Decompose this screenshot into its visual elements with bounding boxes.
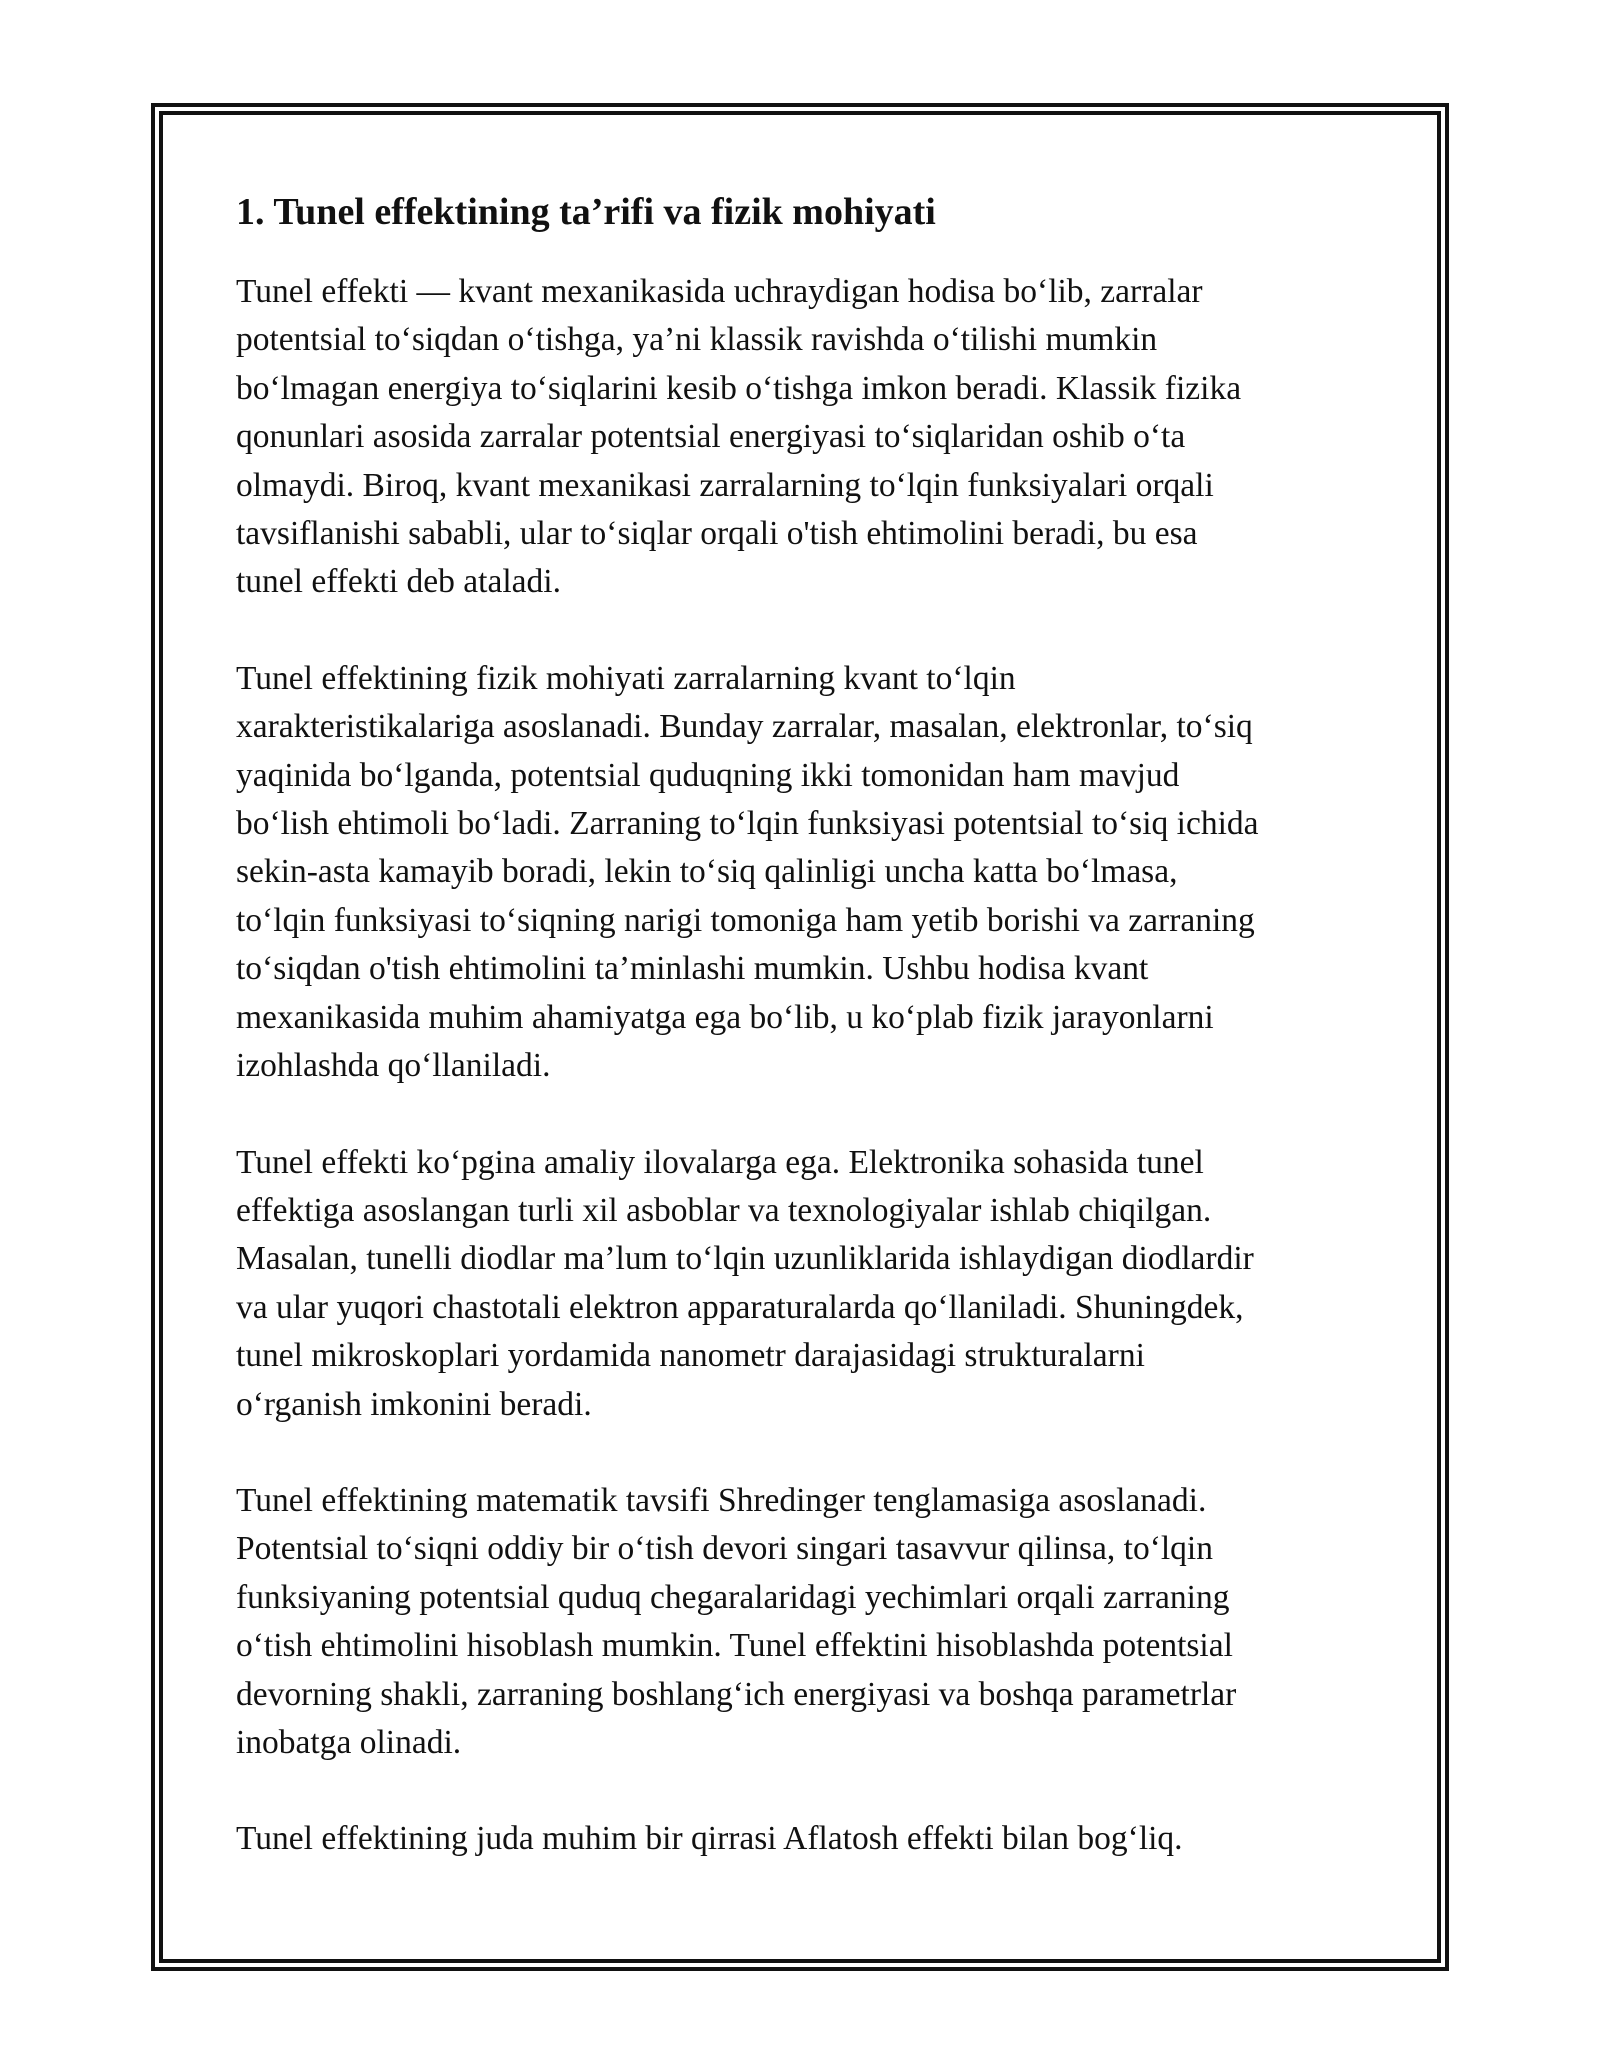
text-line: Masalan, tunelli diodlar ma’lum to‘lqin uzunliklarida ishlaydigan diodlardir (236, 1240, 1254, 1278)
text-line: Tunel effektining fizik mohiyati zarralarning kvant to‘lqin (236, 659, 1016, 697)
text-line: bo‘lmagan energiya to‘siqlarini kesib o‘tishga imkon beradi. Klassik fizika (236, 369, 1242, 407)
text-line: tunel effekti deb ataladi. (236, 563, 561, 601)
text-line: Tunel effekti — kvant mexanikasida uchraydigan hodisa bo‘lib, zarralar (236, 273, 1203, 310)
document-body (236, 186, 1366, 1912)
paragraph-3 (236, 1139, 1366, 1429)
paragraph-1 (236, 268, 1366, 607)
text-line: va ular yuqori chastotali elektron apparaturalarda qo‘llaniladi. Shuningdek, (236, 1288, 1244, 1326)
text-line: o‘rganish imkonini beradi. (236, 1385, 592, 1423)
text-line: yaqinida bo‘lganda, potentsial quduqning ikki tomonidan ham mavjud (236, 756, 1180, 794)
text-line: Tunel effektining matematik tavsifi Shredinger tenglamasiga asoslanadi. (236, 1481, 1207, 1519)
text-line: to‘lqin funksiyasi to‘siqning narigi tomoniga ham yetib borishi va zarraning (236, 901, 1255, 939)
paragraph-5 (236, 1815, 1366, 1863)
text-line: inobatga olinadi. (236, 1723, 462, 1761)
section-heading: 1. Tunel effektining ta’rifi va fizik mohiyati (236, 191, 936, 233)
text-line: olmaydi. Biroq, kvant mexanikasi zarralarning to‘lqin funksiyalari orqali (236, 466, 1214, 504)
text-line: to‘siqdan o'tish ehtimolini ta’minlashi mumkin. Ushbu hodisa kvant (236, 950, 1149, 988)
text-line: bo‘lish ehtimoli bo‘ladi. Zarraning to‘lqin funksiyasi potentsial to‘siq ichida (236, 805, 1259, 843)
text-line: xarakteristikalariga asoslanadi. Bunday zarralar, masalan, elektronlar, to‘siq (236, 708, 1253, 746)
text-line: mexanikasida muhim ahamiyatga ega bo‘lib, u ko‘plab fizik jarayonlarni (236, 998, 1214, 1036)
text-line: tunel mikroskoplari yordamida nanometr darajasidagi strukturalarni (236, 1337, 1145, 1375)
text-line: o‘tish ehtimolini hisoblash mumkin. Tunel effektini hisoblashda potentsial (236, 1627, 1233, 1665)
text-line: effektiga asoslangan turli xil asboblar va texnologiyalar ishlab chiqilgan. (236, 1191, 1212, 1229)
text-line: devorning shakli, zarraning boshlang‘ich energiyasi va boshqa parametrlar (236, 1675, 1237, 1713)
text-line: sekin-asta kamayib boradi, lekin to‘siq qalinligi uncha katta bo‘lmasa, (236, 853, 1178, 891)
paragraph-2 (236, 655, 1366, 1091)
paragraph-4 (236, 1477, 1366, 1767)
text-line: tavsiflanishi sababli, ular to‘siqlar orqali o'tish ehtimolini beradi, bu esa (236, 515, 1198, 553)
text-line: Tunel effektining juda muhim bir qirrasi Aflatosh effekti bilan bog‘liq. (236, 1820, 1183, 1858)
text-line: funksiyaning potentsial quduq chegaralaridagi yechimlari orqali zarraning (236, 1578, 1230, 1616)
text-line: qonunlari asosida zarralar potentsial energiyasi to‘siqlaridan oshib o‘ta (236, 418, 1186, 456)
text-line: Tunel effekti ko‘pgina amaliy ilovalarga ega. Elektronika sohasida tunel (236, 1143, 1204, 1181)
text-line: Potentsial to‘siqni oddiy bir o‘tish devori singari tasavvur qilinsa, to‘lqin (236, 1530, 1213, 1568)
text-line: izohlashda qo‘llaniladi. (236, 1047, 551, 1085)
text-line: potentsial to‘siqdan o‘tishga, ya’ni klassik ravishda o‘tilishi mumkin (236, 321, 1158, 359)
